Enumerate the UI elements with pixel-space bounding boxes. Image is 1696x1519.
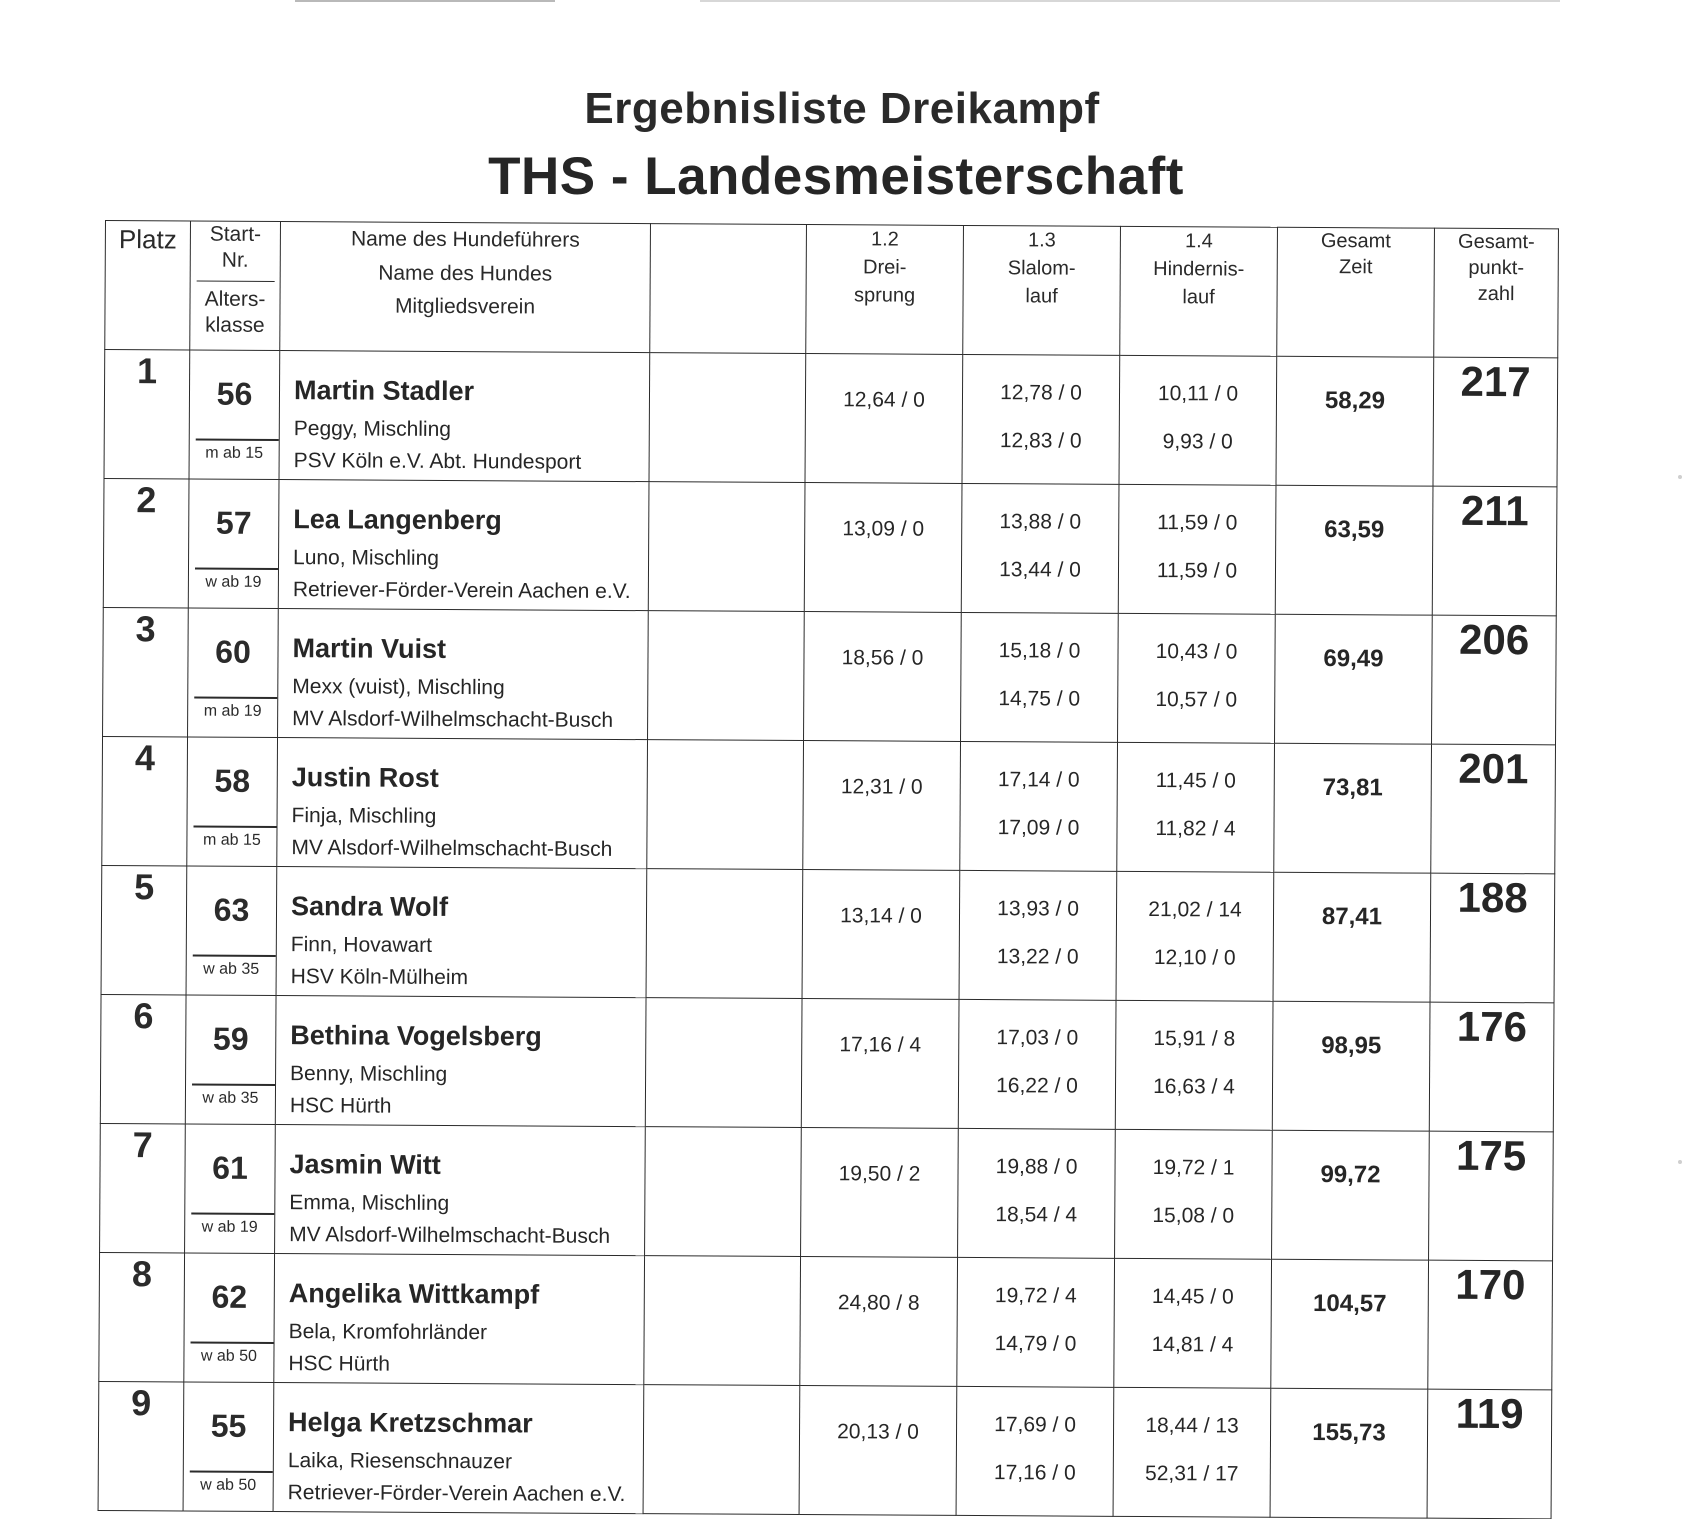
hindernis-run-1: 10,43 / 0 [1155, 640, 1238, 664]
gesamtzeit-cell [1273, 872, 1431, 1002]
slalom-cell [957, 1257, 1115, 1387]
dreisprung-value: 18,56 / 0 [841, 646, 924, 670]
hindernis-run-2: 14,81 / 4 [1151, 1333, 1234, 1357]
start-number: 56 [216, 375, 253, 412]
slalom-cell [961, 483, 1119, 613]
header-hindernislauf: 1.4 Hindernis- lauf [1120, 226, 1278, 356]
club-name: PSV Köln e.V. Abt. Hundesport [293, 449, 582, 474]
start-divider [194, 697, 277, 699]
gesamtzeit-cell [1272, 1001, 1430, 1131]
results-table [98, 220, 1559, 1519]
hindernis-run-2: 11,82 / 4 [1155, 817, 1236, 841]
gesamtpunktzahl-cell [1433, 357, 1558, 487]
scan-speck [1678, 475, 1682, 479]
club-name: MV Alsdorf-Wilhelmschacht-Busch [292, 707, 614, 732]
hindernis-run-2: 11,59 / 0 [1156, 559, 1238, 583]
hindernis-run-2: 15,08 / 0 [1152, 1204, 1235, 1228]
handler-name: Martin Stadler [293, 375, 475, 407]
hindernis-run-1: 15,91 / 8 [1153, 1027, 1236, 1051]
gesamtpunktzahl-value: 217 [1460, 357, 1531, 406]
gesamtzeit-cell [1274, 743, 1432, 873]
hindernis-run-1: 11,59 / 0 [1157, 511, 1238, 535]
empty-cell [646, 869, 803, 999]
hindernis-cell [1118, 613, 1276, 743]
altersklasse: w ab 50 [200, 1347, 258, 1365]
slalom-cell [960, 741, 1118, 871]
club-name: MV Alsdorf-Wilhelmschacht-Busch [291, 836, 613, 861]
hindernis-cell [1116, 871, 1274, 1001]
handler-name: Helga Kretzschmar [287, 1407, 533, 1439]
slalom-run-2: 18,54 / 4 [995, 1203, 1078, 1227]
slalom-cell [961, 612, 1119, 742]
gesamtzeit-cell [1275, 614, 1433, 744]
club-name: HSC Hürth [288, 1352, 391, 1376]
name-cell [273, 1382, 644, 1513]
start-number: 57 [215, 504, 252, 541]
handler-name: Lea Langenberg [293, 504, 502, 536]
start-divider [191, 1342, 274, 1344]
platz-cell: 1 [104, 350, 190, 479]
dog-name: Finn, Hovawart [290, 933, 433, 957]
hindernis-run-1: 18,44 / 13 [1145, 1414, 1239, 1438]
slalom-run-1: 12,78 / 0 [1000, 381, 1082, 405]
start-cell [189, 350, 280, 480]
slalom-run-1: 19,88 / 0 [995, 1155, 1078, 1179]
altersklasse: w ab 35 [202, 1089, 259, 1107]
empty-cell [649, 353, 806, 483]
altersklasse: w ab 19 [201, 1218, 258, 1236]
gesamtpunktzahl-cell [1429, 1002, 1554, 1132]
name-cell [276, 867, 647, 998]
gesamtpunktzahl-value: 175 [1455, 1131, 1527, 1180]
dreisprung-value: 13,09 / 0 [842, 517, 925, 541]
start-divider [196, 439, 279, 441]
gesamtpunktzahl-cell [1432, 486, 1557, 616]
gesamtzeit-value: 98,95 [1321, 1032, 1382, 1060]
hindernis-run-1: 14,45 / 0 [1151, 1285, 1234, 1309]
slalom-run-2: 14,75 / 0 [998, 687, 1081, 711]
hindernis-run-1: 19,72 / 1 [1152, 1156, 1235, 1180]
start-cell [184, 1253, 275, 1383]
platz-cell: 7 [100, 1123, 186, 1252]
slalom-run-1: 17,69 / 0 [994, 1413, 1077, 1437]
dreisprung-cell [799, 1386, 957, 1516]
gesamtzeit-cell [1275, 485, 1433, 615]
gesamtpunktzahl-cell [1428, 1260, 1553, 1390]
gesamtpunktzahl-value: 176 [1456, 1002, 1528, 1051]
altersklasse: m ab 15 [205, 444, 264, 462]
hindernis-run-1: 21,02 / 14 [1148, 898, 1242, 922]
slalom-cell [959, 870, 1117, 1000]
slalom-run-2: 17,09 / 0 [997, 816, 1080, 840]
header-name: Name des Hundeführers Name des Hundes Mitgliedsverein [280, 222, 651, 353]
slalom-cell [958, 999, 1116, 1129]
document-subtitle: THS - Landesmeisterschaft [488, 147, 1184, 206]
start-number: 58 [214, 762, 251, 799]
header-altersklasse-label: Alters- klasse [204, 287, 266, 338]
header-slalomlauf: 1.3 Slalom- lauf [963, 225, 1121, 355]
dreisprung-cell [801, 999, 959, 1129]
slalom-run-2: 16,22 / 0 [996, 1074, 1078, 1098]
slalom-run-1: 17,14 / 0 [997, 768, 1080, 792]
hindernis-run-2: 12,10 / 0 [1153, 946, 1236, 970]
gesamtpunktzahl-cell [1427, 1389, 1552, 1519]
gesamtzeit-value: 99,72 [1320, 1161, 1381, 1189]
dreisprung-value: 24,80 / 8 [837, 1291, 920, 1315]
hindernis-run-1: 11,45 / 0 [1155, 769, 1236, 793]
altersklasse: w ab 50 [200, 1476, 257, 1494]
slalom-run-1: 13,88 / 0 [999, 510, 1082, 534]
platz-cell: 6 [100, 994, 186, 1123]
scan-speck [1678, 1160, 1682, 1164]
slalom-run-1: 15,18 / 0 [998, 639, 1081, 663]
slalom-run-1: 19,72 / 4 [994, 1284, 1077, 1308]
gesamtzeit-cell [1271, 1259, 1429, 1389]
dreisprung-cell [801, 1128, 959, 1258]
start-divider [193, 955, 276, 957]
hindernis-cell [1118, 484, 1276, 614]
start-number: 62 [211, 1278, 248, 1315]
document-title: Ergebnisliste Dreikampf [584, 84, 1100, 133]
start-divider [195, 568, 278, 570]
start-divider [191, 1213, 274, 1215]
slalom-run-2: 12,83 / 0 [999, 429, 1082, 453]
handler-name: Bethina Vogelsberg [290, 1020, 542, 1052]
club-name: Retriever-Förder-Verein Aachen e.V. [287, 1481, 626, 1507]
slalom-run-1: 13,93 / 0 [997, 897, 1079, 921]
header-divider [196, 280, 274, 282]
dreisprung-value: 17,16 / 4 [839, 1033, 922, 1057]
club-name: HSV Köln-Mülheim [290, 965, 469, 990]
gesamtpunktzahl-value: 211 [1460, 486, 1529, 535]
altersklasse: m ab 19 [203, 702, 262, 720]
start-divider [190, 1471, 273, 1473]
platz-cell: 5 [101, 865, 187, 994]
altersklasse: m ab 15 [202, 831, 261, 849]
platz-cell: 3 [103, 607, 189, 736]
slalom-cell [962, 354, 1120, 484]
empty-cell [645, 998, 802, 1128]
start-number: 59 [212, 1020, 249, 1057]
dog-name: Laika, Riesenschnauzer [287, 1449, 513, 1474]
gesamtpunktzahl-value: 206 [1458, 615, 1530, 664]
start-cell [185, 1124, 276, 1254]
name-cell [278, 609, 649, 740]
hindernis-cell [1115, 1000, 1273, 1130]
table-header [105, 221, 1559, 358]
name-cell [274, 1253, 645, 1384]
gesamtzeit-cell [1276, 356, 1434, 486]
gesamtzeit-value: 69,49 [1323, 645, 1384, 673]
gesamtpunktzahl-cell [1431, 744, 1556, 874]
gesamtpunktzahl-cell [1430, 873, 1555, 1003]
dog-name: Luno, Mischling [292, 546, 440, 570]
slalom-cell [956, 1386, 1114, 1516]
hindernis-run-2: 9,93 / 0 [1162, 430, 1233, 454]
header-start-nr-label: Start- Nr. [209, 222, 262, 273]
start-number: 55 [210, 1407, 247, 1444]
dog-name: Emma, Mischling [289, 1191, 450, 1215]
slalom-run-2: 17,16 / 0 [993, 1461, 1076, 1485]
start-cell [188, 479, 279, 609]
hindernis-cell [1114, 1258, 1272, 1388]
dreisprung-value: 20,13 / 0 [837, 1420, 919, 1444]
gesamtpunktzahl-value: 201 [1458, 744, 1529, 793]
handler-name: Jasmin Witt [289, 1149, 441, 1180]
platz-cell: 8 [99, 1252, 185, 1381]
start-divider [194, 826, 277, 828]
empty-cell [645, 1127, 802, 1257]
gesamtzeit-value: 87,41 [1321, 903, 1383, 931]
gesamtpunktzahl-cell [1432, 615, 1557, 745]
dreisprung-cell [804, 483, 962, 613]
gesamtpunktzahl-value: 170 [1455, 1260, 1526, 1309]
table-row [104, 350, 1558, 487]
start-cell [186, 866, 277, 996]
altersklasse: w ab 35 [203, 960, 260, 978]
dog-name: Peggy, Mischling [293, 417, 452, 441]
start-cell [185, 995, 276, 1125]
header-platz: Platz [105, 221, 191, 350]
dreisprung-cell [800, 1257, 958, 1387]
handler-name: Angelika Wittkampf [288, 1278, 540, 1310]
hindernis-run-2: 16,63 / 4 [1153, 1075, 1235, 1099]
platz-cell: 4 [102, 736, 188, 865]
dreisprung-cell [804, 612, 962, 742]
table-row [103, 478, 1557, 615]
gesamtzeit-value: 155,73 [1312, 1418, 1386, 1447]
dog-name: Bela, Kromfohrländer [288, 1320, 488, 1345]
dreisprung-value: 13,14 / 0 [840, 904, 922, 928]
gesamtzeit-value: 73,81 [1322, 774, 1383, 802]
slalom-run-2: 13,44 / 0 [999, 558, 1081, 582]
gesamtzeit-value: 104,57 [1312, 1289, 1387, 1318]
start-cell [187, 737, 278, 867]
hindernis-cell [1117, 742, 1275, 872]
gesamtzeit-value: 63,59 [1324, 516, 1385, 544]
table-row [100, 1123, 1554, 1260]
gesamtpunktzahl-value: 119 [1455, 1389, 1524, 1438]
table-row [102, 736, 1556, 873]
hindernis-run-2: 10,57 / 0 [1155, 688, 1238, 712]
name-cell [278, 480, 649, 611]
scan-edge [700, 0, 1560, 2]
start-cell [188, 608, 279, 738]
hindernis-cell [1119, 355, 1277, 485]
club-name: MV Alsdorf-Wilhelmschacht-Busch [289, 1223, 611, 1248]
handler-name: Justin Rost [291, 762, 439, 793]
dog-name: Finja, Mischling [291, 804, 437, 828]
start-divider [192, 1084, 275, 1086]
platz-cell: 9 [98, 1381, 184, 1510]
start-number: 63 [213, 891, 250, 928]
dreisprung-cell [805, 354, 963, 484]
slalom-run-2: 14,79 / 0 [994, 1332, 1077, 1356]
altersklasse: w ab 19 [205, 573, 262, 591]
table-row [101, 865, 1555, 1002]
empty-cell [644, 1256, 801, 1386]
gesamtpunktzahl-value: 188 [1457, 873, 1528, 922]
table-row [103, 607, 1557, 744]
handler-name: Martin Vuist [292, 633, 447, 664]
dreisprung-value: 19,50 / 2 [838, 1162, 921, 1186]
handler-name: Sandra Wolf [290, 891, 449, 922]
scan-edge [295, 0, 555, 2]
name-cell [275, 1124, 646, 1255]
empty-cell [643, 1385, 800, 1515]
dog-name: Benny, Mischling [290, 1062, 448, 1086]
slalom-cell [958, 1128, 1116, 1258]
table-row [98, 1381, 1552, 1518]
name-cell [279, 351, 650, 482]
start-number: 61 [212, 1149, 248, 1186]
header-empty [650, 224, 807, 354]
hindernis-run-2: 52,31 / 17 [1145, 1462, 1239, 1486]
name-cell [277, 738, 648, 869]
gesamtzeit-cell [1270, 1388, 1428, 1518]
start-cell [183, 1382, 274, 1512]
dreisprung-value: 12,64 / 0 [843, 388, 925, 412]
hindernis-cell [1115, 1129, 1273, 1259]
slalom-run-2: 13,22 / 0 [996, 945, 1079, 969]
empty-cell [648, 611, 805, 741]
empty-cell [648, 482, 805, 612]
header-gesamtzeit: Gesamt Zeit [1277, 227, 1435, 357]
name-cell [275, 995, 646, 1126]
table-row [99, 1252, 1553, 1389]
gesamtpunktzahl-cell [1429, 1131, 1554, 1261]
gesamtzeit-cell [1272, 1130, 1430, 1260]
header-gesamtpunktzahl: Gesamt- punkt- zahl [1434, 228, 1559, 358]
dreisprung-value: 12,31 / 0 [840, 775, 923, 799]
club-name: HSC Hürth [289, 1094, 392, 1118]
dreisprung-cell [802, 870, 960, 1000]
start-number: 60 [215, 633, 251, 670]
empty-cell [647, 740, 804, 870]
header-start-nr [190, 221, 281, 351]
slalom-run-1: 17,03 / 0 [996, 1026, 1079, 1050]
platz-cell: 2 [103, 478, 189, 607]
dog-name: Mexx (vuist), Mischling [292, 675, 505, 700]
club-name: Retriever-Förder-Verein Aachen e.V. [292, 578, 631, 604]
dreisprung-cell [803, 741, 961, 871]
hindernis-run-1: 10,11 / 0 [1157, 382, 1239, 406]
table-row [100, 994, 1554, 1131]
hindernis-cell [1113, 1387, 1271, 1517]
gesamtzeit-value: 58,29 [1324, 387, 1386, 415]
header-dreisprung: 1.2 Drei- sprung [806, 225, 964, 355]
